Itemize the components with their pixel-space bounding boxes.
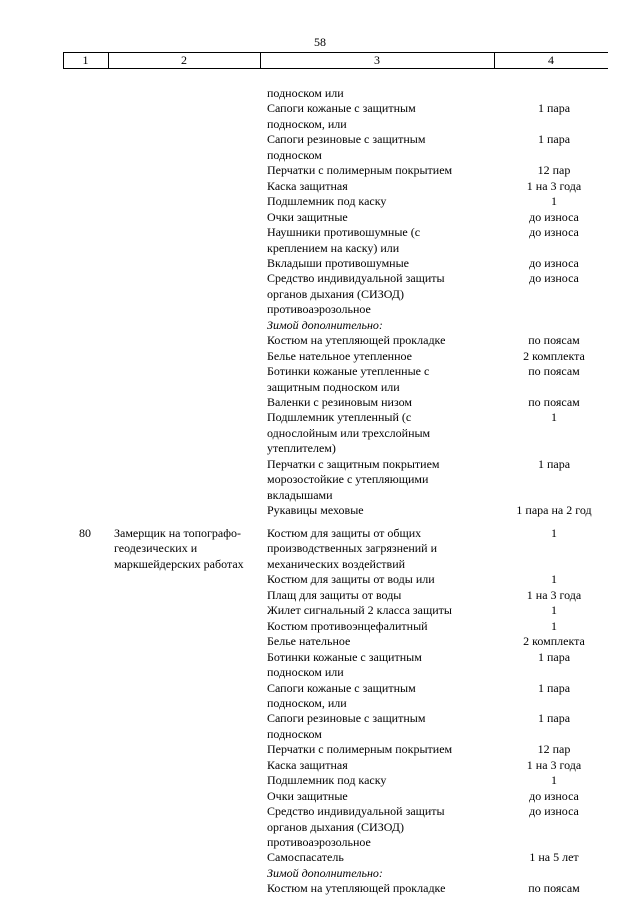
item-name-line: Подшлемник под каску: [267, 194, 387, 209]
item-name-line: Плащ для защиты от воды: [267, 587, 402, 602]
item-name-line: подноском, или: [267, 695, 347, 710]
item-quantity: 1 пара: [537, 680, 571, 695]
item-name-line: Очки защитные: [267, 788, 348, 803]
item-quantity: по поясам: [528, 333, 580, 348]
item-quantity: 1: [551, 526, 557, 540]
column-header-2: 2: [181, 53, 187, 67]
item-name-line: органов дыхания (СИЗОД): [267, 819, 404, 834]
item-name-line: механических воздействий: [267, 556, 406, 571]
profession-name-line: геодезических и: [114, 541, 198, 556]
item-quantity: по поясам: [528, 364, 580, 379]
item-quantity: 1: [551, 410, 557, 425]
item-name-line: Наушники противошумные (с: [267, 225, 421, 240]
item-quantity: до износа: [529, 804, 579, 819]
item-name-line: Белье нательное утепленное: [267, 348, 412, 363]
column-header-3: 3: [374, 53, 380, 67]
item-name-line: подноском: [267, 147, 322, 162]
item-quantity: 1 на 3 года: [526, 587, 582, 602]
item-name-line: противоаэрозольное: [267, 835, 371, 849]
item-name-line: органов дыхания (СИЗОД): [267, 286, 404, 301]
item-name-line: производственных загрязнений и: [267, 541, 438, 556]
item-name-line: Очки защитные: [267, 209, 348, 224]
item-quantity: до износа: [529, 225, 579, 240]
column-header-4: 4: [548, 53, 554, 67]
item-name-line: Сапоги кожаные с защитным: [267, 101, 416, 116]
item-quantity: 1 на 3 года: [526, 178, 582, 193]
profession-name-line: Замерщик на топографо-: [114, 526, 242, 540]
item-name-line: Костюм на утепляющей прокладке: [267, 333, 446, 348]
item-name-line: Белье нательное: [267, 634, 351, 649]
item-quantity: 1 пара: [537, 711, 571, 726]
item-name-line: Самоспасатель: [267, 850, 344, 865]
item-name-line: утеплителем): [267, 441, 336, 456]
item-quantity: 1 пара на 2 год: [516, 503, 592, 518]
item-quantity: 1 на 3 года: [526, 757, 582, 772]
item-name-line: Сапоги резиновые с защитным: [267, 711, 426, 726]
item-name-line: Ботинки кожаные с защитным: [267, 649, 422, 664]
item-name-line: Жилет сигнальный 2 класса защиты: [267, 603, 452, 618]
table-column-header: [63, 52, 608, 69]
item-name-line: однослойным или трехслойным: [267, 425, 431, 440]
item-quantity: 1 на 5 лет: [529, 850, 579, 865]
item-name-line: противоаэрозольное: [267, 302, 371, 317]
item-name-line: Рукавицы меховые: [267, 503, 364, 518]
column-header-1: 1: [82, 53, 89, 67]
item-name-line: подноском, или: [267, 116, 347, 131]
item-quantity: до износа: [529, 271, 579, 286]
item-name-line: подноском или: [267, 86, 344, 100]
item-name-line: Каска защитная: [267, 178, 348, 193]
item-name-line: вкладышами: [267, 487, 333, 502]
item-quantity: до износа: [529, 209, 579, 224]
item-name-line: Ботинки кожаные утепленные с: [267, 364, 430, 379]
item-name-line: Средство индивидуальной защиты: [267, 271, 445, 286]
item-name-line: Костюм противоэнцефалитный: [267, 618, 428, 633]
item-name-line: Перчатки с полимерным покрытием: [267, 742, 453, 757]
item-quantity: 2 комплекта: [523, 348, 585, 363]
item-quantity: 1 пара: [537, 101, 571, 116]
item-name-line: морозостойкие с утепляющими: [267, 472, 429, 487]
item-name-line: Подшлемник под каску: [267, 773, 387, 788]
item-name-line: защитным подноском или: [267, 379, 400, 394]
item-quantity: 1 пара: [537, 649, 571, 664]
item-quantity: 12 пар: [537, 163, 571, 178]
item-quantity: по поясам: [528, 395, 580, 409]
item-quantity: 1: [551, 572, 557, 587]
item-quantity: 1 пара: [537, 456, 571, 471]
item-quantity: до износа: [529, 255, 579, 270]
item-name-line: Вкладыши противошумные: [267, 255, 409, 270]
item-quantity: 1 пара: [537, 132, 571, 147]
item-name-line: подноском: [267, 726, 322, 741]
item-name-line: Костюм на утепляющей прокладке: [267, 881, 446, 896]
item-name-line: креплением на каску) или: [267, 240, 400, 255]
item-quantity: 12 пар: [537, 742, 571, 757]
item-name-line: подноском или: [267, 665, 344, 680]
item-name-line: Костюм для защиты от воды или: [267, 572, 435, 587]
item-name-line: Перчатки с защитным покрытием: [267, 456, 440, 471]
item-name-line: Подшлемник утепленный (с: [267, 410, 412, 425]
page-number: 58: [314, 35, 326, 49]
item-name-line: Каска защитная: [267, 757, 348, 772]
item-quantity: 1: [551, 194, 557, 209]
item-name-line: Костюм для защиты от общих: [267, 526, 422, 540]
item-quantity: 1: [551, 618, 557, 633]
item-name-line: Средство индивидуальной защиты: [267, 804, 445, 819]
item-quantity: до износа: [529, 788, 579, 803]
item-name-line: Сапоги резиновые с защитным: [267, 132, 426, 147]
entry-number: 80: [79, 526, 91, 540]
item-quantity: 2 комплекта: [523, 634, 585, 649]
item-quantity: 1: [551, 773, 557, 788]
item-quantity: 1: [551, 603, 557, 618]
item-name-line: Перчатки с полимерным покрытием: [267, 163, 453, 178]
item-name-line: Зимой дополнительно:: [267, 317, 383, 332]
item-quantity: по поясам: [528, 881, 580, 896]
item-name-line: Зимой дополнительно:: [267, 865, 383, 880]
item-name-line: Валенки с резиновым низом: [267, 395, 413, 409]
profession-name-line: маркшейдерских работах: [114, 556, 244, 571]
item-name-line: Сапоги кожаные с защитным: [267, 680, 416, 695]
